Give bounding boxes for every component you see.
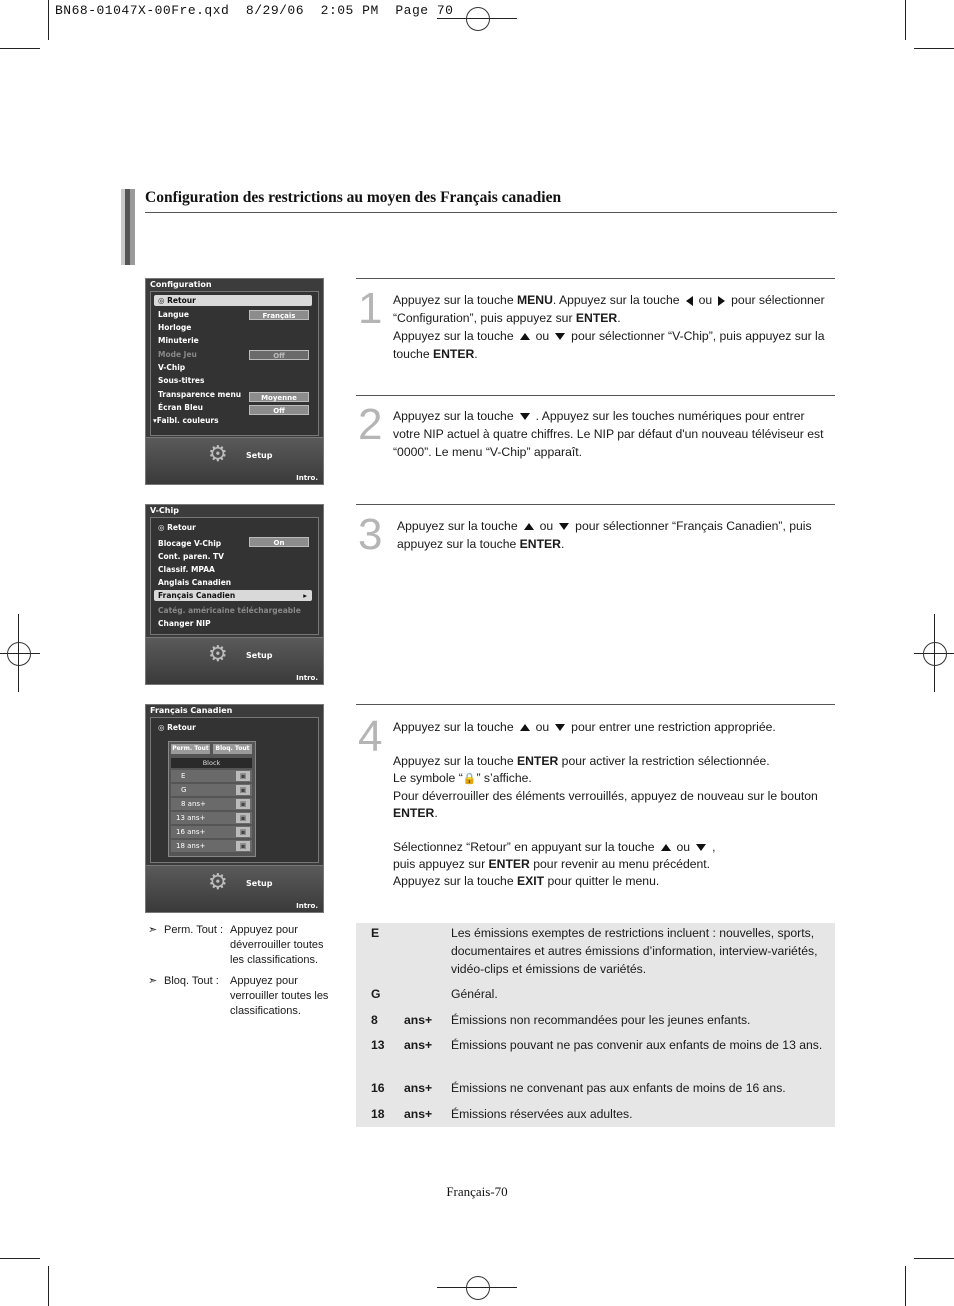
step-divider xyxy=(356,704,835,705)
gear-icon: ⚙ xyxy=(208,442,228,467)
screen-francais-canadien xyxy=(145,704,324,913)
print-header: BN68-01047X-00Fre.qxd 8/29/06 2:05 PM Page 70 xyxy=(55,3,454,18)
page-title: Configuration des restrictions au moyen des Français canadien xyxy=(145,189,562,206)
setup-label: Setup xyxy=(246,879,273,888)
rating-row[interactable]: G ▣ xyxy=(171,784,252,796)
up-arrow-icon xyxy=(524,523,534,530)
menu-value: Off xyxy=(249,405,309,415)
title-rule xyxy=(145,212,837,213)
step-number: 1 xyxy=(358,284,383,333)
menu-item: Mode Jeu xyxy=(158,350,197,359)
intro-label: Intro. xyxy=(296,474,318,482)
note-arrow-icon: ➣ xyxy=(148,924,158,936)
rating-row[interactable]: 8 ans+ ▣ xyxy=(171,798,252,810)
retour-icon: ◎ xyxy=(158,523,168,532)
step-3-text: Appuyez sur la touche ou pour sélectionner “Français Canadien”, puis appuyez sur la touche ENTER. xyxy=(397,519,812,551)
menu-item[interactable]: Minuterie xyxy=(158,336,199,345)
note-perm-tout: ➣ Perm. Tout : Appuyez pour déverrouiller toutes les classifications. xyxy=(148,924,324,966)
lock-icon: 🔒 xyxy=(462,773,477,785)
lock-icon: ▣ xyxy=(236,813,250,823)
left-arrow-icon xyxy=(686,296,693,306)
intro-label: Intro. xyxy=(296,674,318,682)
step-divider xyxy=(356,395,835,396)
menu-panel xyxy=(150,517,319,635)
lock-icon: ▣ xyxy=(236,827,250,837)
screen-vchip xyxy=(145,504,324,685)
menu-item[interactable]: ▾Faibl. couleurs xyxy=(153,416,219,425)
menu-panel xyxy=(150,291,319,436)
registration-mark xyxy=(466,1276,490,1300)
title-accent-bar xyxy=(121,189,135,265)
screen-configuration xyxy=(145,278,324,485)
menu-item[interactable]: Anglais Canadien xyxy=(158,578,232,587)
down-arrow-icon xyxy=(555,724,565,731)
down-arrow-icon xyxy=(696,844,706,851)
right-arrow-icon xyxy=(718,296,725,306)
retour-icon: ◎ xyxy=(158,296,168,305)
gear-icon: ⚙ xyxy=(208,870,228,895)
menu-item[interactable]: Langue xyxy=(158,310,189,319)
menu-item[interactable]: Transparence menu xyxy=(158,390,242,399)
menu-item[interactable]: Changer NIP xyxy=(158,619,211,628)
menu-item[interactable]: V-Chip xyxy=(158,363,186,372)
menu-item[interactable]: Cont. paren. TV xyxy=(158,552,224,561)
menu-panel xyxy=(150,717,319,863)
menu-item[interactable]: Classif. MPAA xyxy=(158,565,215,574)
menu-item[interactable]: Horloge xyxy=(158,323,192,332)
page-number: Français-70 xyxy=(446,1184,508,1199)
crop-mark xyxy=(0,1258,40,1259)
lock-icon: ▣ xyxy=(236,841,250,851)
menu-value: On xyxy=(249,537,309,547)
menu-item[interactable]: Écran Bleu xyxy=(158,403,203,412)
registration-mark xyxy=(466,7,490,31)
intro-label: Intro. xyxy=(296,902,318,910)
screen-footer xyxy=(146,437,323,484)
crop-mark xyxy=(914,1258,954,1259)
menu-item-retour[interactable]: ◎ Retour xyxy=(158,723,196,732)
crop-mark xyxy=(914,48,954,49)
up-arrow-icon xyxy=(520,724,530,731)
retour-icon: ◎ xyxy=(158,723,168,732)
crop-mark xyxy=(48,1266,49,1306)
menu-value: Off xyxy=(249,350,309,360)
crop-mark xyxy=(0,48,40,49)
lock-icon: ▣ xyxy=(236,785,250,795)
menu-value: Français xyxy=(249,310,309,320)
setup-label: Setup xyxy=(246,451,273,460)
up-arrow-icon xyxy=(520,333,530,340)
step-number: 3 xyxy=(358,510,383,559)
step-number: 2 xyxy=(358,400,383,449)
down-arrow-icon xyxy=(555,333,565,340)
block-header: Block xyxy=(171,758,252,768)
note-arrow-icon: ➣ xyxy=(148,975,158,987)
gear-icon: ⚙ xyxy=(208,642,228,667)
note-bloq-tout: ➣ Bloq. Tout : Appuyez pour verrouiller toutes les classifications. xyxy=(148,975,329,1017)
screen-footer xyxy=(146,865,323,912)
lock-icon: ▣ xyxy=(236,771,250,781)
step-1-text: Appuyez sur la touche MENU. Appuyez sur la touche ou pour sélectionner “Configuration”, puis appuyez sur ENTER. Appuyez sur la touche ou pour sélectionner “V-Chip”, puis appuyez sur la touche ENTER. xyxy=(393,293,825,361)
menu-item: Catég. américaine téléchargeable xyxy=(158,606,301,615)
up-arrow-icon xyxy=(661,844,671,851)
screen-footer xyxy=(146,637,323,684)
menu-item-retour[interactable]: ◎ Retour xyxy=(158,523,196,532)
step-number: 4 xyxy=(358,712,383,761)
bloq-tout-button[interactable]: Bloq. Tout xyxy=(213,744,252,754)
menu-value: Moyenne xyxy=(249,392,309,402)
down-arrow-icon xyxy=(520,413,530,420)
step-4-text: Appuyez sur la touche ou pour entrer une restriction appropriée. Appuyez sur la touche ENTER pour activer la restriction sélectionnée. Le symbole “🔒” s’affiche. Pour déverrouiller des éléments verrouillés, appuyez de nouveau sur le bouton ENTER. Sélectionnez “Retour” en appuyant sur la touche ou , puis appuyez sur ENTER pour revenir au menu précédent. Appuyez sur la touche EXIT pour quitter le menu. xyxy=(393,720,818,888)
menu-item-selected[interactable]: Français Canadien ▸ xyxy=(154,590,312,601)
screen-title: Configuration xyxy=(150,280,212,289)
ratings-table: E Les émissions exemptes de restrictions incluent : nouvelles, sports, documentaires et autres émissions d’information, interview-variétés, vidéo-clips et émissions de variétés. G Général. 8 ans+ Émissions non recommandées pour les jeunes enfants. 13 ans+ Émissions pouvant ne pas convenir aux enfants de moins de 13 ans. 16 ans+ Émissions ne convenant pas aux enfants de moins de 16 ans. 18 ans+ Émissions réservées aux adultes. xyxy=(356,923,835,1127)
screen-title: Français Canadien xyxy=(150,706,233,715)
menu-item-retour[interactable]: ◎ Retour xyxy=(154,295,312,306)
crop-mark xyxy=(905,0,906,40)
perm-tout-button[interactable]: Perm. Tout xyxy=(172,745,209,752)
menu-item[interactable]: Sous-titres xyxy=(158,376,205,385)
registration-mark xyxy=(7,642,31,666)
step-divider xyxy=(356,278,835,279)
setup-label: Setup xyxy=(246,651,273,660)
rating-row[interactable]: 16 ans+ ▣ xyxy=(171,826,252,838)
rating-row[interactable]: 13 ans+ ▣ xyxy=(171,812,252,824)
registration-mark xyxy=(923,642,947,666)
down-arrow-icon xyxy=(559,523,569,530)
crop-mark xyxy=(48,0,49,40)
rating-row[interactable]: 18 ans+ ▣ xyxy=(171,840,252,852)
crop-mark xyxy=(905,1266,906,1306)
lock-icon: ▣ xyxy=(236,799,250,809)
step-2-text: Appuyez sur la touche . Appuyez sur les touches numériques pour entrer votre NIP actuel à quatre chiffres. Le NIP par défaut d'un nouveau téléviseur est “0000”. Le menu “V-Chip” apparaît. xyxy=(393,409,824,459)
menu-item[interactable]: Blocage V-Chip xyxy=(158,539,222,548)
screen-title: V-Chip xyxy=(150,506,179,515)
step-divider xyxy=(356,504,835,505)
rating-row[interactable]: E ▣ xyxy=(171,770,252,782)
rating-grid xyxy=(168,741,256,857)
